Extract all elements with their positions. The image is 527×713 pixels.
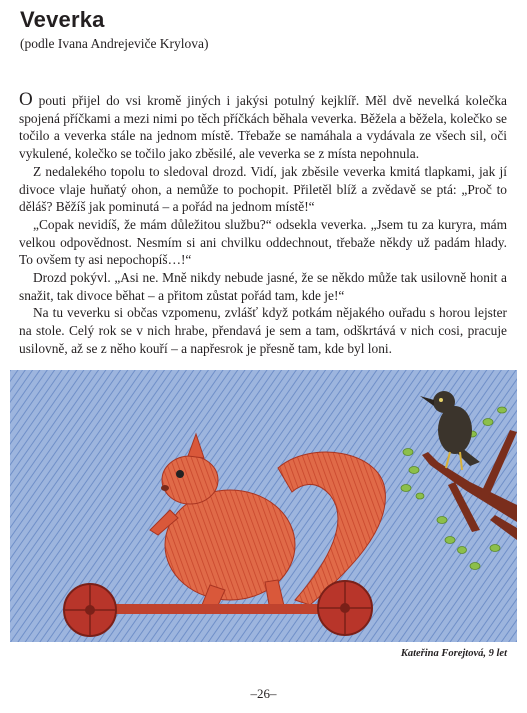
paragraph-4: Drozd pokývl. „Asi ne. Mně nikdy nebude jasné, že se někdo může tak usilovně honit a snažit, tak divoce běhat – a přitom zůstat pořád tam, kde je!“: [19, 270, 507, 303]
crayon-illustration: [10, 370, 517, 642]
page-title: Veverka: [20, 7, 105, 32]
paragraph-3: „Copak nevidíš, že mám důležitou službu?“ odsekla veverka. „Jsem tu za kuryra, mám velkou odpovědnost. Nesmím si ani chvilku oddechnout, třebaže někdy už padám hlady. To ovšem ty asi nepochopíš…!“: [19, 216, 507, 268]
paragraph-5: Na tu veverku si občas vzpomenu, zvlášť když potkám nějakého ouřadu s horou lejster na stole. Celý rok se v nich hrabe, přendavá je sem a tam, odškrtává v nich cosi, pracuje usilovně, až se z něho kouří – a napřesrok je přesně tam, kde byl loni.: [19, 305, 507, 356]
illustration-caption: Kateřina Forejtová, 9 let: [400, 648, 507, 659]
paragraph-2: Z nedalekého topolu to sledoval drozd. Vidí, jak zběsile veverka kmitá tlapkami, jak jí divoce vlaje huňatý ohon, a nemůže to pochopit. Přiletěl blíž a zvědavě se ptá: „Proč to děláš? Běžíš jak pominutá – a pořád na jednom místě!“: [19, 163, 507, 215]
drop-cap: O: [19, 89, 33, 110]
page-number: –26–: [250, 686, 277, 701]
story-text: [19, 90, 507, 358]
paragraph-1: [19, 90, 507, 163]
illustration-drawing: [10, 370, 517, 642]
subtitle: (podle Ivana Andrejeviče Krylova): [20, 36, 209, 51]
paragraph-1-text: pouti přijel do vsi kromě jiných i jakýsi potulný kejklíř. Měl dvě nevelká kolečka spojená příčkami a mezi nimi po těch příčkách běhala veverka. Běžela a běžela, kolečko se točilo a veverka stále na jednom místě. Třebaže se namáhala a vydávala ze všech sil, oči vykulené, kolečko se točilo jako zběsilé, ale veverka se z místa nepohnula.: [19, 93, 507, 162]
